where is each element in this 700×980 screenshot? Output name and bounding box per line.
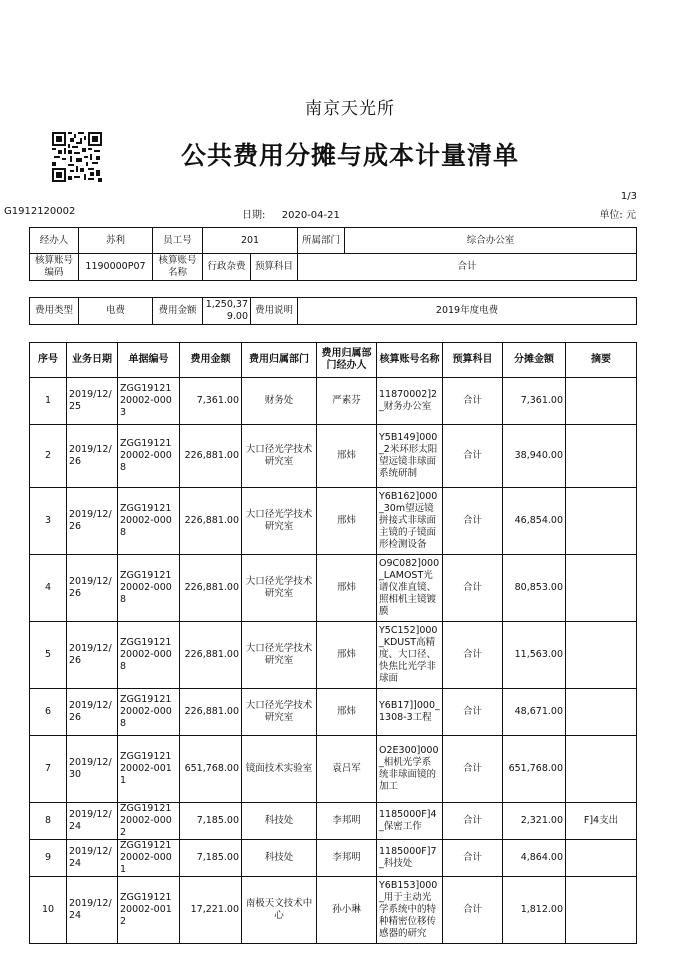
cell-dept: 大口径光学技术研究室 — [242, 622, 317, 689]
cell-date: 2019/12/26 — [67, 488, 118, 555]
cell-person: 邢炜 — [317, 555, 377, 622]
cell-account: 1185000F]7_科技处 — [377, 840, 443, 877]
cell-dept: 大口径光学技术研究室 — [242, 488, 317, 555]
cell-doc: ZGG1912120002-0008 — [118, 425, 180, 488]
cell-date: 2019/12/26 — [67, 622, 118, 689]
table-row — [30, 803, 637, 840]
account-name-value: 行政杂费 — [203, 254, 251, 281]
table-row — [30, 877, 637, 944]
emp-no-value: 201 — [203, 228, 298, 254]
cell-budget: 合计 — [443, 877, 503, 944]
account-name-label: 核算账号名称 — [153, 254, 203, 281]
cell-dept: 大口径光学技术研究室 — [242, 555, 317, 622]
cell-dept: 大口径光学技术研究室 — [242, 425, 317, 488]
budget-item-value: 合计 — [298, 254, 637, 281]
col-header: 预算科目 — [443, 343, 503, 378]
cell-person: 邢炜 — [317, 689, 377, 736]
cell-note — [566, 877, 637, 944]
handler-label: 经办人 — [30, 228, 79, 254]
cell-person: 李邦明 — [317, 840, 377, 877]
col-header: 分摊金额 — [503, 343, 566, 378]
document-number: G1912120002 — [4, 206, 76, 217]
cell-note — [566, 736, 637, 803]
cell-doc: ZGG1912120002-0008 — [118, 689, 180, 736]
cell-no: 4 — [30, 555, 67, 622]
col-header: 业务日期 — [67, 343, 118, 378]
cell-no: 5 — [30, 622, 67, 689]
cell-share: 48,671.00 — [503, 689, 566, 736]
table-row — [30, 689, 637, 736]
cell-budget: 合计 — [443, 689, 503, 736]
col-header: 序号 — [30, 343, 67, 378]
col-header: 费用归属部门经办人 — [317, 343, 377, 378]
cell-amount: 7,361.00 — [180, 378, 242, 425]
cell-note — [566, 488, 637, 555]
cell-budget: 合计 — [443, 425, 503, 488]
cell-amount: 7,185.00 — [180, 803, 242, 840]
cell-doc: ZGG1912120002-0001 — [118, 840, 180, 877]
cell-budget: 合计 — [443, 488, 503, 555]
cell-share: 46,854.00 — [503, 488, 566, 555]
cell-account: Y6B17]]000_1308-3工程 — [377, 689, 443, 736]
cell-doc: ZGG1912120002-0011 — [118, 736, 180, 803]
cell-share: 80,853.00 — [503, 555, 566, 622]
dept-label: 所属部门 — [298, 228, 345, 254]
cell-amount: 226,881.00 — [180, 689, 242, 736]
cell-share: 4,864.00 — [503, 840, 566, 877]
cell-budget: 合计 — [443, 378, 503, 425]
cell-amount: 226,881.00 — [180, 425, 242, 488]
document-title: 公共费用分摊与成本计量清单 — [180, 141, 519, 170]
cell-dept: 镜面技术实验室 — [242, 736, 317, 803]
cell-date: 2019/12/24 — [67, 840, 118, 877]
cell-date: 2019/12/26 — [67, 425, 118, 488]
cell-share: 11,563.00 — [503, 622, 566, 689]
cell-person: 邢炜 — [317, 425, 377, 488]
cell-date: 2019/12/24 — [67, 803, 118, 840]
cell-budget: 合计 — [443, 840, 503, 877]
fee-amount-value: 1,250,379.00 — [203, 298, 251, 325]
allocation-table — [29, 342, 637, 944]
cell-person: 严素芬 — [317, 378, 377, 425]
col-header: 摘要 — [566, 343, 637, 378]
fee-amount-label: 费用金额 — [153, 298, 203, 325]
fee-info-table — [29, 297, 637, 325]
cell-doc: ZGG1912120002-0012 — [118, 877, 180, 944]
cell-budget: 合计 — [443, 736, 503, 803]
fee-type-value: 电费 — [79, 298, 153, 325]
table-row — [30, 555, 637, 622]
cell-note — [566, 425, 637, 488]
cell-budget: 合计 — [443, 803, 503, 840]
table-row — [30, 488, 637, 555]
cell-amount: 226,881.00 — [180, 488, 242, 555]
cell-note — [566, 378, 637, 425]
cell-note — [566, 555, 637, 622]
account-code-value: 1190000P07 — [79, 254, 153, 281]
cell-note: F]4支出 — [566, 803, 637, 840]
date-row — [242, 206, 340, 221]
cell-share: 2,321.00 — [503, 803, 566, 840]
cell-amount: 651,768.00 — [180, 736, 242, 803]
cell-person: 邢炜 — [317, 488, 377, 555]
table-row — [30, 840, 637, 877]
cell-date: 2019/12/24 — [67, 877, 118, 944]
cell-amount: 226,881.00 — [180, 622, 242, 689]
cell-dept: 科技处 — [242, 803, 317, 840]
account-code-label: 核算账号编码 — [30, 254, 79, 281]
cell-account: O9C082]000_LAMOST光谱仪准直镜、照相机主镜镀膜 — [377, 555, 443, 622]
col-header: 费用金额 — [180, 343, 242, 378]
cell-no: 1 — [30, 378, 67, 425]
cell-doc: ZGG1912120002-0002 — [118, 803, 180, 840]
cell-account: Y5B149]000_2米环形太阳望远镜非球面系统研制 — [377, 425, 443, 488]
cell-note — [566, 689, 637, 736]
cell-person: 邢炜 — [317, 622, 377, 689]
cell-share: 7,361.00 — [503, 378, 566, 425]
cell-dept: 南极天文技术中心 — [242, 877, 317, 944]
cell-no: 3 — [30, 488, 67, 555]
table-row — [30, 378, 637, 425]
date-value: 2020-04-21 — [281, 210, 340, 221]
cell-date: 2019/12/26 — [67, 555, 118, 622]
cell-no: 10 — [30, 877, 67, 944]
cell-amount: 17,221.00 — [180, 877, 242, 944]
cell-dept: 大口径光学技术研究室 — [242, 689, 317, 736]
unit-value: 元 — [626, 210, 636, 221]
emp-no-label: 员工号 — [153, 228, 203, 254]
cell-doc: ZGG1912120002-0008 — [118, 622, 180, 689]
table-row — [30, 425, 637, 488]
fee-type-label: 费用类型 — [30, 298, 79, 325]
cell-person: 孙小琳 — [317, 877, 377, 944]
budget-item-label: 预算科目 — [251, 254, 298, 281]
organization-name: 南京天光所 — [305, 99, 395, 119]
cell-budget: 合计 — [443, 622, 503, 689]
cell-date: 2019/12/25 — [67, 378, 118, 425]
cell-account: 11870002]2_财务办公室 — [377, 378, 443, 425]
cell-date: 2019/12/30 — [67, 736, 118, 803]
cell-no: 7 — [30, 736, 67, 803]
cell-no: 9 — [30, 840, 67, 877]
cell-person: 李邦明 — [317, 803, 377, 840]
table-row — [30, 622, 637, 689]
cell-doc: ZGG1912120002-0008 — [118, 488, 180, 555]
cell-account: Y5C152]000_KDUST高精度、大口径、快焦比光学非球面 — [377, 622, 443, 689]
cell-share: 38,940.00 — [503, 425, 566, 488]
cell-account: O2E300]000_相机光学系统非球面镜的加工 — [377, 736, 443, 803]
cell-amount: 7,185.00 — [180, 840, 242, 877]
cell-dept: 科技处 — [242, 840, 317, 877]
handler-value: 苏利 — [79, 228, 153, 254]
cell-account: Y6B153]000_用于主动光学系统中的特种精密位移传感器的研究 — [377, 877, 443, 944]
cell-amount: 226,881.00 — [180, 555, 242, 622]
col-header: 核算账号名称 — [377, 343, 443, 378]
dept-value: 综合办公室 — [345, 228, 637, 254]
unit-label: 单位: — [599, 210, 623, 221]
fee-desc-label: 费用说明 — [251, 298, 298, 325]
unit-row — [599, 206, 636, 221]
cell-doc: ZGG1912120002-0008 — [118, 555, 180, 622]
cell-note — [566, 840, 637, 877]
table-row — [30, 736, 637, 803]
cell-budget: 合计 — [443, 555, 503, 622]
cell-account: 1185000F]4_保密工作 — [377, 803, 443, 840]
date-label: 日期: — [242, 210, 266, 221]
cell-no: 2 — [30, 425, 67, 488]
cell-doc: ZGG1912120002-0003 — [118, 378, 180, 425]
handler-info-table — [29, 227, 637, 281]
fee-desc-value: 2019年度电费 — [298, 298, 637, 325]
cell-no: 6 — [30, 689, 67, 736]
cell-account: Y6B162]000_30m望远镜拼接式非球面主镜的子镜面形检测设备 — [377, 488, 443, 555]
page-number: 1/3 — [620, 191, 637, 202]
col-header: 单据编号 — [118, 343, 180, 378]
cell-dept: 财务处 — [242, 378, 317, 425]
cell-date: 2019/12/26 — [67, 689, 118, 736]
cell-person: 袁吕军 — [317, 736, 377, 803]
cell-note — [566, 622, 637, 689]
col-header: 费用归属部门 — [242, 343, 317, 378]
cell-no: 8 — [30, 803, 67, 840]
table-header-row — [30, 343, 637, 378]
cell-share: 651,768.00 — [503, 736, 566, 803]
cell-share: 1,812.00 — [503, 877, 566, 944]
